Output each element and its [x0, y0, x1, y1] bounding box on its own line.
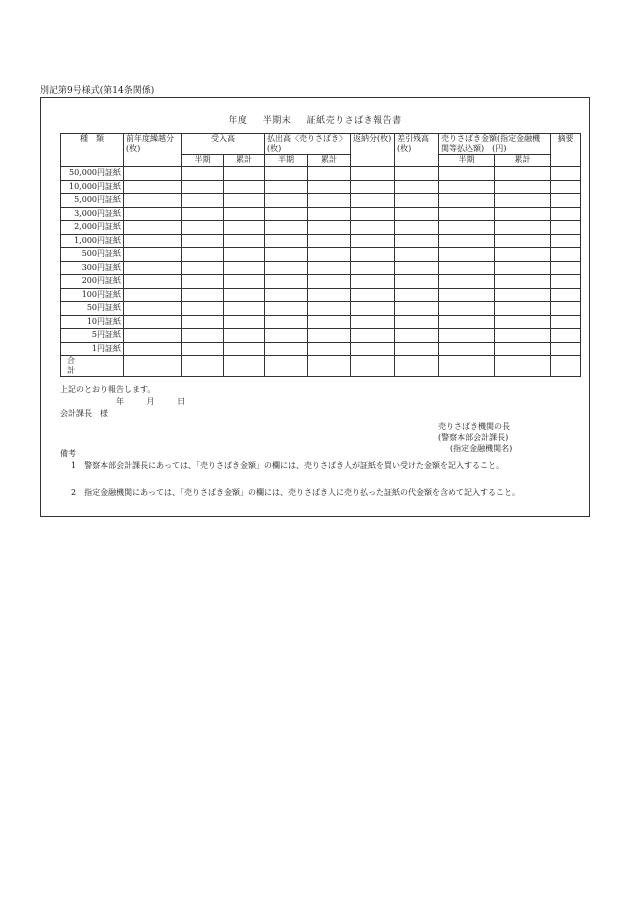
table-cell[interactable]	[308, 234, 351, 248]
table-cell[interactable]	[265, 234, 308, 248]
table-cell[interactable]	[439, 356, 495, 377]
signer-block	[438, 421, 512, 454]
table-cell[interactable]	[265, 207, 308, 221]
table-cell[interactable]	[265, 288, 308, 302]
table-cell[interactable]	[351, 356, 395, 377]
table-cell[interactable]	[308, 302, 351, 316]
table-cell[interactable]	[551, 167, 581, 181]
table-cell[interactable]	[551, 207, 581, 221]
table-row	[61, 248, 581, 262]
table-cell[interactable]	[265, 167, 308, 181]
table-cell[interactable]	[395, 288, 439, 302]
table-cell[interactable]	[182, 221, 224, 235]
subheader-cumulative: 累計	[224, 155, 265, 167]
table-cell[interactable]	[124, 234, 182, 248]
subheader-half: 半期	[265, 155, 308, 167]
stamp-type-label: 10円証紙	[61, 315, 124, 329]
table-cell[interactable]	[265, 302, 308, 316]
table-cell[interactable]	[351, 234, 395, 248]
table-cell[interactable]	[439, 207, 495, 221]
table-cell[interactable]	[495, 275, 551, 289]
notes-heading: 備考	[60, 449, 76, 458]
table-cell[interactable]	[308, 248, 351, 262]
table-cell[interactable]	[395, 234, 439, 248]
table-cell[interactable]	[351, 248, 395, 262]
table-cell[interactable]	[265, 194, 308, 208]
table-cell[interactable]	[265, 342, 308, 356]
table-cell[interactable]	[351, 207, 395, 221]
title-name: 証紙売りさばき報告書	[306, 116, 402, 126]
table-row	[61, 207, 581, 221]
table-cell[interactable]	[551, 248, 581, 262]
stamp-type-label: 5円証紙	[61, 329, 124, 343]
title-year: 年度	[228, 116, 248, 126]
header-remarks: 摘要	[551, 134, 581, 167]
table-row	[61, 288, 581, 302]
table-cell[interactable]	[265, 221, 308, 235]
header-prev-year: 前年度繰越分(枚)	[124, 134, 182, 167]
table-cell[interactable]	[308, 356, 351, 377]
table-cell[interactable]	[182, 329, 224, 343]
header-balance: 差引残高(枚)	[395, 134, 439, 167]
table-cell[interactable]	[395, 302, 439, 316]
table-body	[61, 167, 581, 377]
report-form	[40, 97, 590, 517]
date-day: 日	[177, 397, 186, 406]
table-cell[interactable]	[395, 194, 439, 208]
table-cell[interactable]	[395, 342, 439, 356]
report-table	[60, 133, 581, 377]
table-cell[interactable]	[439, 275, 495, 289]
form-title	[41, 113, 589, 126]
table-cell[interactable]	[308, 288, 351, 302]
table-cell[interactable]	[439, 288, 495, 302]
table-row	[61, 329, 581, 343]
table-cell[interactable]	[395, 356, 439, 377]
note-item: 2 指定金融機関にあっては、「売りさばき金額」の欄には、売りさばき人に売り払った証紙の代金額を含めて記入すること。	[71, 488, 521, 497]
table-cell[interactable]	[124, 315, 182, 329]
table-cell[interactable]	[551, 221, 581, 235]
table-cell[interactable]	[265, 248, 308, 262]
table-cell[interactable]	[182, 248, 224, 262]
table-cell[interactable]	[265, 180, 308, 194]
stamp-type-label: 200円証紙	[61, 275, 124, 289]
table-cell[interactable]	[182, 261, 224, 275]
table-cell[interactable]	[439, 221, 495, 235]
table-cell[interactable]	[308, 221, 351, 235]
table-cell[interactable]	[439, 194, 495, 208]
table-cell[interactable]	[495, 288, 551, 302]
table-cell[interactable]	[551, 194, 581, 208]
table-cell[interactable]	[439, 234, 495, 248]
table-cell[interactable]	[395, 248, 439, 262]
table-cell[interactable]	[308, 342, 351, 356]
table-cell[interactable]	[551, 288, 581, 302]
table-cell[interactable]	[439, 329, 495, 343]
signer-alt-title: (警察本部会計課長)	[438, 433, 509, 442]
table-cell[interactable]	[495, 234, 551, 248]
table-row	[61, 234, 581, 248]
table-cell[interactable]	[551, 275, 581, 289]
note-item: 1 警察本部会計課長にあっては、「売りさばき金額」の欄には、売りさばき人が証紙を買い受けた金額を記入すること。	[71, 461, 505, 470]
table-cell[interactable]	[124, 221, 182, 235]
table-row	[61, 221, 581, 235]
table-cell[interactable]	[182, 342, 224, 356]
header-returned: 返納分(枚)	[351, 134, 395, 167]
table-cell[interactable]	[495, 207, 551, 221]
table-cell[interactable]	[495, 194, 551, 208]
table-cell[interactable]	[224, 194, 265, 208]
table-cell[interactable]	[439, 261, 495, 275]
table-cell[interactable]	[351, 342, 395, 356]
table-cell[interactable]	[224, 302, 265, 316]
table-cell[interactable]	[495, 356, 551, 377]
table-cell[interactable]	[308, 315, 351, 329]
table-cell[interactable]	[124, 329, 182, 343]
table-cell[interactable]	[308, 329, 351, 343]
table-cell[interactable]	[182, 315, 224, 329]
stamp-type-label: 500円証紙	[61, 248, 124, 262]
table-row	[61, 315, 581, 329]
table-cell[interactable]	[124, 342, 182, 356]
subheader-cumulative: 累計	[308, 155, 351, 167]
table-cell[interactable]	[351, 180, 395, 194]
table-cell[interactable]	[224, 207, 265, 221]
table-cell[interactable]	[224, 221, 265, 235]
table-cell[interactable]	[124, 194, 182, 208]
table-cell[interactable]	[495, 315, 551, 329]
table-cell[interactable]	[351, 288, 395, 302]
table-row	[61, 261, 581, 275]
stamp-type-label: 1,000円証紙	[61, 234, 124, 248]
table-cell[interactable]	[182, 180, 224, 194]
stamp-type-label: 1円証紙	[61, 342, 124, 356]
table-cell[interactable]	[351, 194, 395, 208]
table-cell[interactable]	[495, 302, 551, 316]
stamp-type-label: 5,000円証紙	[61, 194, 124, 208]
table-cell[interactable]	[395, 275, 439, 289]
table-cell[interactable]	[551, 329, 581, 343]
table-cell[interactable]	[124, 167, 182, 181]
date-year: 年	[116, 397, 124, 406]
table-cell[interactable]	[124, 356, 182, 377]
stamp-type-label: 50円証紙	[61, 302, 124, 316]
table-cell[interactable]	[124, 275, 182, 289]
table-cell[interactable]	[551, 234, 581, 248]
table-cell[interactable]	[224, 288, 265, 302]
table-cell[interactable]	[182, 302, 224, 316]
table-cell[interactable]	[551, 180, 581, 194]
table-cell[interactable]	[495, 342, 551, 356]
table-cell[interactable]	[224, 329, 265, 343]
table-cell[interactable]	[551, 342, 581, 356]
table-cell[interactable]	[439, 167, 495, 181]
table-cell[interactable]	[224, 356, 265, 377]
stamp-type-label: 2,000円証紙	[61, 221, 124, 235]
table-cell[interactable]	[395, 221, 439, 235]
table-cell[interactable]	[224, 234, 265, 248]
stamp-type-label: 3,000円証紙	[61, 207, 124, 221]
table-cell[interactable]	[395, 180, 439, 194]
table-cell[interactable]	[551, 302, 581, 316]
title-period: 半期末	[262, 116, 292, 126]
date-month: 月	[146, 397, 155, 406]
table-cell[interactable]	[224, 261, 265, 275]
table-row	[61, 167, 581, 181]
subheader-cumulative: 累計	[495, 155, 551, 167]
table-cell[interactable]	[265, 275, 308, 289]
table-cell[interactable]	[395, 315, 439, 329]
table-cell[interactable]	[124, 288, 182, 302]
stamp-type-label: 300円証紙	[61, 261, 124, 275]
table-cell[interactable]	[495, 221, 551, 235]
table-cell[interactable]	[124, 180, 182, 194]
table-cell[interactable]	[308, 275, 351, 289]
table-cell[interactable]	[308, 207, 351, 221]
total-label: 合 計	[61, 356, 124, 377]
table-row	[61, 194, 581, 208]
table-row	[61, 342, 581, 356]
table-cell[interactable]	[395, 167, 439, 181]
table-cell[interactable]	[182, 275, 224, 289]
subheader-half: 半期	[182, 155, 224, 167]
header-type: 種 類	[61, 134, 124, 167]
table-cell[interactable]	[551, 261, 581, 275]
addressee: 会計課長 様	[60, 409, 108, 418]
table-cell[interactable]	[395, 261, 439, 275]
table-cell[interactable]	[182, 207, 224, 221]
subheader-half: 半期	[439, 155, 495, 167]
table-cell[interactable]	[495, 167, 551, 181]
table-cell[interactable]	[351, 221, 395, 235]
table-cell[interactable]	[224, 275, 265, 289]
table-cell[interactable]	[439, 180, 495, 194]
table-row	[61, 180, 581, 194]
table-cell[interactable]	[495, 261, 551, 275]
table-cell[interactable]	[351, 167, 395, 181]
header-received: 受入高	[182, 134, 265, 155]
table-cell[interactable]	[182, 356, 224, 377]
table-cell[interactable]	[265, 315, 308, 329]
table-cell[interactable]	[224, 248, 265, 262]
table-cell[interactable]	[308, 180, 351, 194]
header-paid-out: 払出高〈売りさばき〉(枚)	[265, 134, 351, 155]
table-cell[interactable]	[182, 194, 224, 208]
total-row	[61, 356, 581, 377]
header-sales-amount: 売りさばき金額(指定金融機関等払込額) (円)	[439, 134, 551, 155]
table-row	[61, 275, 581, 289]
table-cell[interactable]	[439, 342, 495, 356]
signer-bank: (指定金融機関名)	[450, 444, 513, 453]
table-cell[interactable]	[182, 167, 224, 181]
table-cell[interactable]	[395, 329, 439, 343]
table-cell[interactable]	[224, 315, 265, 329]
table-row	[61, 302, 581, 316]
table-cell[interactable]	[495, 248, 551, 262]
table-cell[interactable]	[124, 207, 182, 221]
table-cell[interactable]	[265, 329, 308, 343]
table-cell[interactable]	[351, 275, 395, 289]
stamp-type-label: 50,000円証紙	[61, 167, 124, 181]
closing-statement: 上記のとおり報告します。	[60, 385, 156, 394]
table-cell[interactable]	[351, 261, 395, 275]
table-cell[interactable]	[351, 315, 395, 329]
table-cell[interactable]	[224, 180, 265, 194]
table-cell[interactable]	[224, 342, 265, 356]
table-cell[interactable]	[551, 315, 581, 329]
table-cell[interactable]	[224, 167, 265, 181]
table-cell[interactable]	[395, 207, 439, 221]
date-line	[116, 396, 205, 407]
table-cell[interactable]	[439, 302, 495, 316]
table-cell[interactable]	[308, 261, 351, 275]
stamp-type-label: 100円証紙	[61, 288, 124, 302]
signer-title: 売りさばき機関の長	[438, 422, 510, 431]
table-cell[interactable]	[265, 261, 308, 275]
table-cell[interactable]	[439, 315, 495, 329]
table-cell[interactable]	[124, 302, 182, 316]
table-cell[interactable]	[551, 356, 581, 377]
table-cell[interactable]	[182, 288, 224, 302]
table-cell[interactable]	[351, 302, 395, 316]
table-cell[interactable]	[495, 180, 551, 194]
form-label: 別記第9号様式(第14条関係)	[40, 86, 155, 96]
table-cell[interactable]	[124, 248, 182, 262]
stamp-type-label: 10,000円証紙	[61, 180, 124, 194]
table-cell[interactable]	[308, 167, 351, 181]
table-cell[interactable]	[495, 329, 551, 343]
table-cell[interactable]	[265, 356, 308, 377]
table-cell[interactable]	[351, 329, 395, 343]
table-cell[interactable]	[308, 194, 351, 208]
table-cell[interactable]	[182, 234, 224, 248]
table-cell[interactable]	[124, 261, 182, 275]
table-cell[interactable]	[439, 248, 495, 262]
